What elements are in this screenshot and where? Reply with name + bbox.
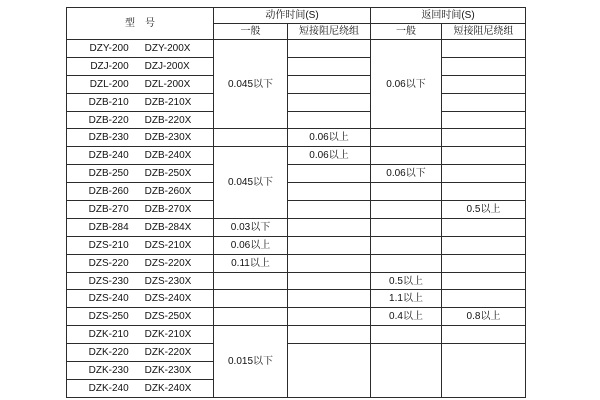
action-general-cell [214, 272, 288, 290]
action-general-cell: 0.045以下 [214, 40, 288, 129]
model-name: DZS-230 [88, 275, 129, 287]
return-general-cell [371, 129, 442, 147]
table-row [67, 147, 526, 165]
model-name: DZK-220X [144, 347, 192, 359]
return-damping-cell [442, 236, 526, 254]
model-name: DZK-230X [144, 364, 192, 376]
model-name: DZL-200 [89, 78, 129, 90]
return-damping-cell [442, 254, 526, 272]
action-damping-cell [288, 165, 371, 183]
model-cell [67, 201, 214, 219]
return-damping-cell [442, 40, 526, 58]
action-damping-cell [288, 290, 371, 308]
model-name: DZK-230 [88, 364, 129, 376]
table-row [67, 218, 526, 236]
return-damping-cell: 0.5以上 [442, 201, 526, 219]
model-name: DZB-220X [144, 114, 192, 126]
model-name: DZB-210X [144, 96, 192, 108]
return-general-cell: 0.06以下 [371, 165, 442, 183]
model-cell [67, 111, 214, 129]
table-row [67, 344, 526, 362]
action-damping-cell: 0.06以上 [288, 147, 371, 165]
action-general-cell: 0.11以上 [214, 254, 288, 272]
model-name: DZS-250 [88, 311, 129, 323]
return-damping-cell [442, 290, 526, 308]
model-name: DZJ-200X [144, 60, 190, 72]
model-name: DZK-210 [88, 329, 129, 341]
model-name: DZB-210 [88, 96, 129, 108]
col-header-action-time: 动作时间(S) [214, 8, 371, 24]
model-name: DZS-230X [144, 275, 192, 287]
model-name: DZS-210 [88, 239, 129, 251]
model-name: DZK-240X [144, 382, 192, 394]
model-name: DZK-210X [144, 329, 192, 341]
table-row [67, 165, 526, 183]
model-name: DZS-240 [88, 293, 129, 305]
action-general-cell [214, 129, 288, 147]
action-damping-cell [288, 326, 371, 344]
return-general-cell [371, 218, 442, 236]
return-damping-cell [442, 165, 526, 183]
action-damping-cell [288, 111, 371, 129]
model-name: DZB-230X [144, 132, 192, 144]
return-general-cell [371, 201, 442, 219]
table-body [67, 40, 526, 398]
table-row [67, 201, 526, 219]
action-general-cell: 0.03以下 [214, 218, 288, 236]
action-damping-cell [288, 201, 371, 219]
action-damping-cell [288, 183, 371, 201]
action-damping-cell [288, 236, 371, 254]
table-row [67, 326, 526, 344]
action-general-cell: 0.06以上 [214, 236, 288, 254]
return-general-cell: 0.06以下 [371, 40, 442, 129]
action-damping-cell [288, 57, 371, 75]
model-name: DZS-220X [144, 257, 192, 269]
header-row-groups [67, 8, 526, 24]
return-damping-cell [442, 326, 526, 344]
model-cell [67, 254, 214, 272]
model-cell [67, 236, 214, 254]
return-damping-cell [442, 344, 526, 398]
table-header [67, 8, 526, 40]
model-cell [67, 326, 214, 344]
model-name: DZB-270X [144, 203, 192, 215]
model-cell [67, 147, 214, 165]
action-damping-cell [288, 272, 371, 290]
model-cell [67, 93, 214, 111]
table-row [67, 75, 526, 93]
model-cell [67, 290, 214, 308]
relay-spec-table [66, 7, 526, 398]
table-row [67, 93, 526, 111]
return-general-cell [371, 254, 442, 272]
model-name: DZL-200X [144, 78, 191, 90]
table-row [67, 290, 526, 308]
action-damping-cell [288, 218, 371, 236]
col-header-action-general: 一般 [214, 24, 288, 40]
col-header-action-damping: 短接阻尼绕组 [288, 24, 371, 40]
action-damping-cell [288, 344, 371, 398]
return-general-cell [371, 183, 442, 201]
table-row [67, 40, 526, 58]
model-name: DZB-260X [144, 186, 192, 198]
return-damping-cell [442, 57, 526, 75]
model-name: DZB-240 [88, 150, 129, 162]
model-name: DZJ-200 [90, 60, 129, 72]
col-header-return-time: 返回时间(S) [371, 8, 526, 24]
action-general-cell: 0.045以下 [214, 147, 288, 219]
model-name: DZB-270 [88, 203, 129, 215]
action-damping-cell [288, 93, 371, 111]
model-name: DZY-200 [89, 42, 129, 54]
return-general-cell: 0.4以上 [371, 308, 442, 326]
return-damping-cell [442, 183, 526, 201]
model-cell [67, 308, 214, 326]
model-cell [67, 344, 214, 362]
model-cell [67, 57, 214, 75]
table-row [67, 111, 526, 129]
model-name: DZB-240X [144, 150, 192, 162]
model-cell [67, 379, 214, 397]
model-name: DZS-220 [88, 257, 129, 269]
action-damping-cell [288, 308, 371, 326]
table-row [67, 57, 526, 75]
model-name: DZS-250X [144, 311, 192, 323]
model-name: DZS-210X [144, 239, 192, 251]
return-general-cell: 1.1以上 [371, 290, 442, 308]
model-cell [67, 362, 214, 380]
model-name: DZB-230 [88, 132, 129, 144]
model-name: DZB-250X [144, 168, 192, 180]
model-cell [67, 272, 214, 290]
col-header-return-general: 一般 [371, 24, 442, 40]
model-cell [67, 218, 214, 236]
return-general-cell [371, 344, 442, 398]
model-name: DZB-250 [88, 168, 129, 180]
return-damping-cell [442, 75, 526, 93]
return-damping-cell [442, 147, 526, 165]
action-general-cell: 0.015以下 [214, 326, 288, 398]
col-header-model: 型 号 [67, 8, 214, 40]
table-row [67, 236, 526, 254]
return-damping-cell [442, 129, 526, 147]
model-name: DZS-240X [144, 293, 192, 305]
action-general-cell [214, 308, 288, 326]
return-damping-cell: 0.8以上 [442, 308, 526, 326]
table-row [67, 272, 526, 290]
model-name: DZB-284 [88, 221, 129, 233]
model-name: DZK-220 [88, 347, 129, 359]
return-damping-cell [442, 111, 526, 129]
return-general-cell [371, 147, 442, 165]
return-damping-cell [442, 218, 526, 236]
model-cell [67, 129, 214, 147]
action-damping-cell [288, 75, 371, 93]
model-cell [67, 183, 214, 201]
model-cell [67, 40, 214, 58]
action-damping-cell: 0.06以上 [288, 129, 371, 147]
return-general-cell [371, 236, 442, 254]
table-row [67, 308, 526, 326]
return-damping-cell [442, 272, 526, 290]
model-name: DZB-260 [88, 186, 129, 198]
table-row [67, 183, 526, 201]
table-row [67, 254, 526, 272]
model-cell [67, 75, 214, 93]
table-row [67, 129, 526, 147]
model-name: DZY-200X [144, 42, 191, 54]
return-general-cell: 0.5以上 [371, 272, 442, 290]
model-name: DZB-220 [88, 114, 129, 126]
col-header-return-damping: 短接阻尼绕组 [442, 24, 526, 40]
model-name: DZK-240 [88, 382, 129, 394]
return-general-cell [371, 326, 442, 344]
action-damping-cell [288, 40, 371, 58]
model-cell [67, 165, 214, 183]
action-general-cell [214, 290, 288, 308]
action-damping-cell [288, 254, 371, 272]
return-damping-cell [442, 93, 526, 111]
model-name: DZB-284X [144, 221, 192, 233]
